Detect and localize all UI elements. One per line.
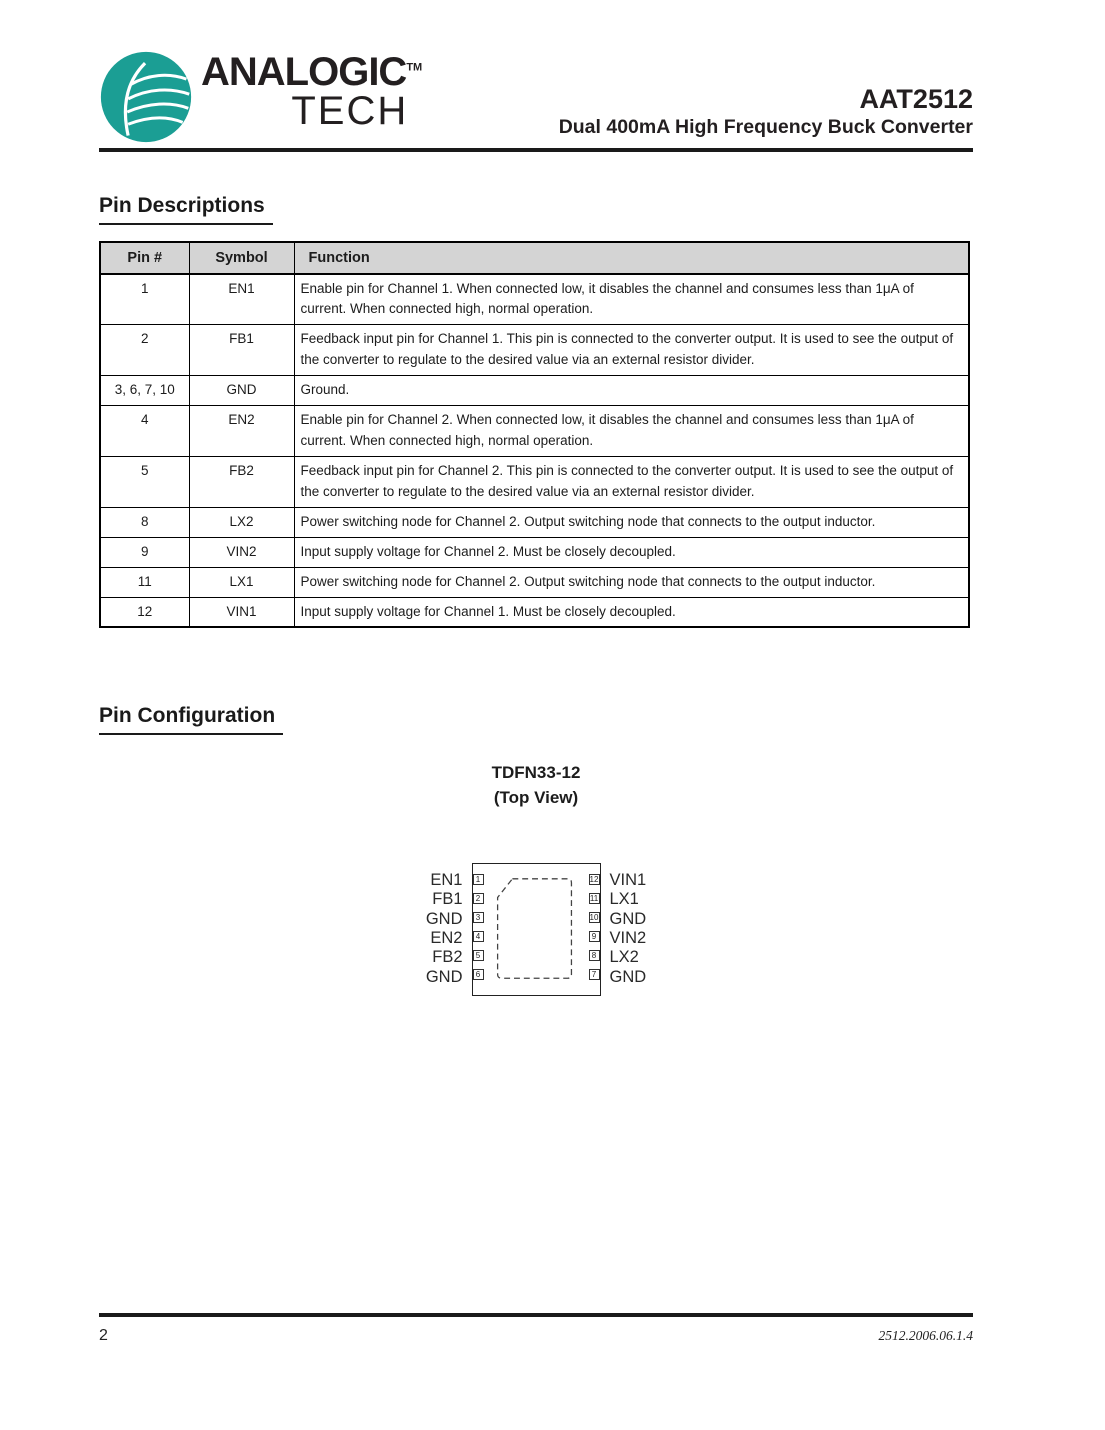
pin-label: LX2 xyxy=(609,948,639,967)
column-header-function: Function xyxy=(294,242,969,274)
function-cell: Feedback input pin for Channel 2. This pin is connected to the converter output. It is used to see the output of the converter to regulate to the desired value via an external resistor divider. xyxy=(294,456,969,507)
package-name: TDFN33-12 xyxy=(491,763,581,783)
right-pin-labels xyxy=(610,863,670,987)
pin-cell: 12 xyxy=(100,597,189,627)
pin-label: EN2 xyxy=(430,928,463,947)
pin-cell: 9 xyxy=(100,537,189,567)
pin-cell: 2 xyxy=(100,325,189,376)
table-row xyxy=(100,597,969,627)
pin-descriptions-title: Pin Descriptions xyxy=(99,194,273,225)
package-title xyxy=(99,761,973,810)
left-pin-labels xyxy=(403,863,463,987)
pin-number-box: 7 xyxy=(589,969,600,980)
pin-label: LX1 xyxy=(609,890,639,909)
trademark-symbol: TM xyxy=(406,61,423,74)
symbol-cell: LX1 xyxy=(189,567,294,597)
package-outline xyxy=(472,863,601,996)
symbol-cell: LX2 xyxy=(189,507,294,537)
symbol-cell: VIN2 xyxy=(189,537,294,567)
footer-rule xyxy=(99,1313,973,1317)
brand-name: ANALOGIC xyxy=(201,50,407,94)
pin-cell: 3, 6, 7, 10 xyxy=(100,376,189,406)
brand-line1 xyxy=(201,52,422,92)
brand-wordmark xyxy=(201,50,423,133)
table-row xyxy=(100,537,969,567)
pin-cell: 11 xyxy=(100,567,189,597)
company-logo xyxy=(99,50,422,144)
page-footer xyxy=(99,1313,973,1345)
document-code: 2512.2006.06.1.4 xyxy=(878,1327,973,1343)
pin-number-box: 4 xyxy=(473,931,484,942)
part-number: AAT2512 xyxy=(859,83,973,114)
symbol-cell: GND xyxy=(189,376,294,406)
pin-label: GND xyxy=(609,967,647,986)
function-cell: Enable pin for Channel 2. When connected low, it disables the channel and consumes less than 1μA of current. When connected high, normal operation. xyxy=(294,406,969,457)
pin-label: GND xyxy=(425,967,463,986)
pin-configuration-title: Pin Configuration xyxy=(99,704,283,735)
table-row xyxy=(100,507,969,537)
table-row xyxy=(100,567,969,597)
pin-number-box: 1 xyxy=(473,874,484,885)
pin-number-box: 10 xyxy=(589,912,599,922)
pin-cell: 5 xyxy=(100,456,189,507)
pin-cell: 4 xyxy=(100,406,189,457)
page-number: 2 xyxy=(99,1326,108,1344)
pin-number-box: 11 xyxy=(589,893,599,903)
pin-cell: 1 xyxy=(100,274,189,325)
pin-descriptions-table xyxy=(99,241,970,629)
pin-label: EN1 xyxy=(430,870,463,889)
function-cell: Power switching node for Channel 2. Output switching node that connects to the output inductor. xyxy=(294,507,969,537)
function-cell: Enable pin for Channel 1. When connected low, it disables the channel and consumes less than 1μA of current. When connected high, normal operation. xyxy=(294,274,969,325)
document-title-block xyxy=(559,84,973,144)
pin-config-diagram xyxy=(99,863,973,996)
function-cell: Feedback input pin for Channel 1. This pin is connected to the converter output. It is used to see the output of the converter to regulate to the desired value via an external resistor divider. xyxy=(294,325,969,376)
pin-cell: 8 xyxy=(100,507,189,537)
page-header xyxy=(99,0,973,144)
symbol-cell: FB1 xyxy=(189,325,294,376)
symbol-cell: VIN1 xyxy=(189,597,294,627)
table-row xyxy=(100,456,969,507)
column-header-pin: Pin # xyxy=(100,242,189,274)
symbol-cell: EN2 xyxy=(189,406,294,457)
symbol-cell: FB2 xyxy=(189,456,294,507)
logo-leaf-icon xyxy=(99,50,193,144)
pin-number-box: 2 xyxy=(473,893,484,904)
function-cell: Input supply voltage for Channel 2. Must be closely decoupled. xyxy=(294,537,969,567)
package-pad-outline xyxy=(473,864,600,995)
function-cell: Input supply voltage for Channel 1. Must be closely decoupled. xyxy=(294,597,969,627)
document-subtitle: Dual 400mA High Frequency Buck Converter xyxy=(558,115,973,138)
table-row xyxy=(100,406,969,457)
pin-label: VIN2 xyxy=(609,928,647,947)
header-rule xyxy=(99,148,973,152)
pin-label: VIN1 xyxy=(609,870,647,889)
pin-number-box: 9 xyxy=(589,931,600,942)
table-row xyxy=(100,325,969,376)
pin-configuration-section xyxy=(99,704,973,995)
column-header-symbol: Symbol xyxy=(189,242,294,274)
pin-label: GND xyxy=(425,909,463,928)
pin-number-box: 5 xyxy=(473,950,484,961)
table-header-row xyxy=(100,242,969,274)
table-row xyxy=(100,274,969,325)
pin-label: GND xyxy=(609,909,647,928)
brand-line2: TECH xyxy=(291,89,409,133)
pin-label: FB1 xyxy=(432,890,463,909)
pin-number-box: 12 xyxy=(589,874,599,884)
table-row xyxy=(100,376,969,406)
pin-number-box: 8 xyxy=(589,950,600,961)
function-cell: Power switching node for Channel 2. Output switching node that connects to the output inductor. xyxy=(294,567,969,597)
pin-number-box: 6 xyxy=(473,969,484,980)
function-cell: Ground. xyxy=(294,376,969,406)
pin-label: FB2 xyxy=(432,948,463,967)
package-view-label: (Top View) xyxy=(493,788,579,808)
symbol-cell: EN1 xyxy=(189,274,294,325)
pin-number-box: 3 xyxy=(473,912,484,923)
pin-descriptions-section xyxy=(99,194,973,629)
